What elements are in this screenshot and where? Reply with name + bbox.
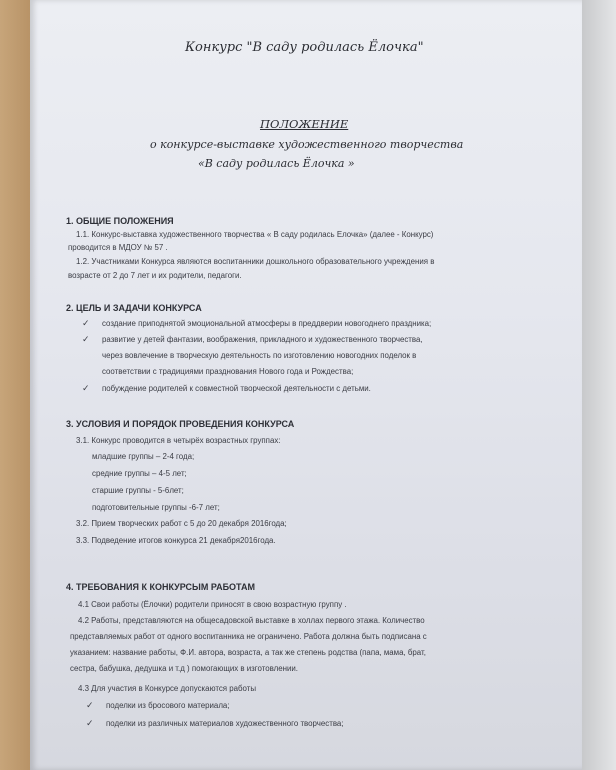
heading-subtitle: о конкурсе-выставке художественного творчества: [150, 138, 464, 151]
section-3-age-1: младшие группы – 2-4 года;: [92, 452, 195, 461]
section-2-item-2-cont-2: соответствии с традициями празднования Нового года и Рождества;: [102, 367, 354, 376]
section-3-title: 3. УСЛОВИЯ И ПОРЯДОК ПРОВЕДЕНИЯ КОНКУРСА: [66, 419, 295, 429]
section-2-item-3: побуждение родителей к совместной творческой деятельности с детьми.: [102, 384, 371, 393]
section-2-item-2: развитие у детей фантазии, воображения, прикладного и художественного творчества,: [102, 335, 423, 344]
heading-word: ПОЛОЖЕНИЕ: [260, 117, 349, 131]
section-4-line-2: 4.2 Работы, представляются на общесадовской выставке в холлах первого этажа. Количество: [78, 616, 425, 625]
document-page: [30, 0, 582, 770]
section-3-line-6: 3.2. Прием творческих работ с 5 до 20 декабря 2016года;: [76, 519, 287, 528]
section-3-line-1: 3.1. Конкурс проводится в четырёх возрастных группах:: [76, 436, 281, 445]
section-4-line-1: 4.1 Свои работы (Ёлочки) родители приносят в свою возрастную группу .: [78, 600, 347, 609]
section-4-item-2: поделки из различных материалов художественного творчества;: [106, 719, 344, 728]
check-icon: ✓: [82, 334, 90, 344]
document-title: Конкурс "В саду родилась Ёлочка": [185, 40, 424, 55]
section-4-item-1: поделки из бросового материала;: [106, 701, 230, 710]
section-3-age-2: средние группы – 4-5 лет;: [92, 469, 187, 478]
check-icon: ✓: [86, 718, 94, 728]
section-2-item-2-cont-1: через вовлечение в творческую деятельность по изготовлению новогодних поделок в: [102, 351, 417, 360]
section-4-line-6: 4.3 Для участия в Конкурсе допускаются работы: [78, 684, 257, 693]
section-1-line-1: 1.1. Конкурс-выставка художественного творчества « В саду родилась Елочка» (далее - Конкурс): [76, 230, 434, 239]
section-3-line-7: 3.3. Подведение итогов конкурса 21 декабря2016года.: [76, 536, 276, 545]
section-3-age-4: подготовительные группы -6-7 лет;: [92, 503, 220, 512]
section-1-line-4: возрасте от 2 до 7 лет и их родители, педагоги.: [68, 271, 242, 280]
section-1-line-3: 1.2. Участниками Конкурса являются воспитанники дошкольного образовательного учреждения в: [76, 257, 435, 266]
section-4-title: 4. ТРЕБОВАНИЯ К КОНКУРСЫМ РАБОТАМ: [66, 582, 255, 592]
section-1-title: 1. ОБЩИЕ ПОЛОЖЕНИЯ: [66, 216, 174, 226]
section-2-item-1: создание приподнятой эмоциональной атмосферы в преддверии новогоднего праздника;: [102, 319, 432, 328]
table-surface-right: [582, 0, 616, 770]
section-3-age-3: старшие группы - 5-6лет;: [92, 486, 184, 495]
check-icon: ✓: [82, 383, 90, 393]
section-4-line-5: сестра, бабушка, дедушка и т.д ) помогающих в изготовлении.: [70, 664, 298, 673]
section-2-title: 2. ЦЕЛЬ И ЗАДАЧИ КОНКУРСА: [66, 303, 202, 313]
heading-contest-name: «В саду родилась Ёлочка »: [198, 157, 355, 170]
section-1-line-2: проводится в МДОУ № 57 .: [68, 243, 168, 252]
section-4-line-3: представляемых работ от одного воспитанника не ограничено. Работа должна быть подписана с: [70, 632, 427, 641]
table-surface-left: [0, 0, 30, 770]
check-icon: ✓: [86, 700, 94, 710]
section-4-line-4: указанием: название работы, Ф.И. автора, возраста, а так же степень родства (папа, мама, брат,: [70, 648, 426, 657]
check-icon: ✓: [82, 318, 90, 328]
